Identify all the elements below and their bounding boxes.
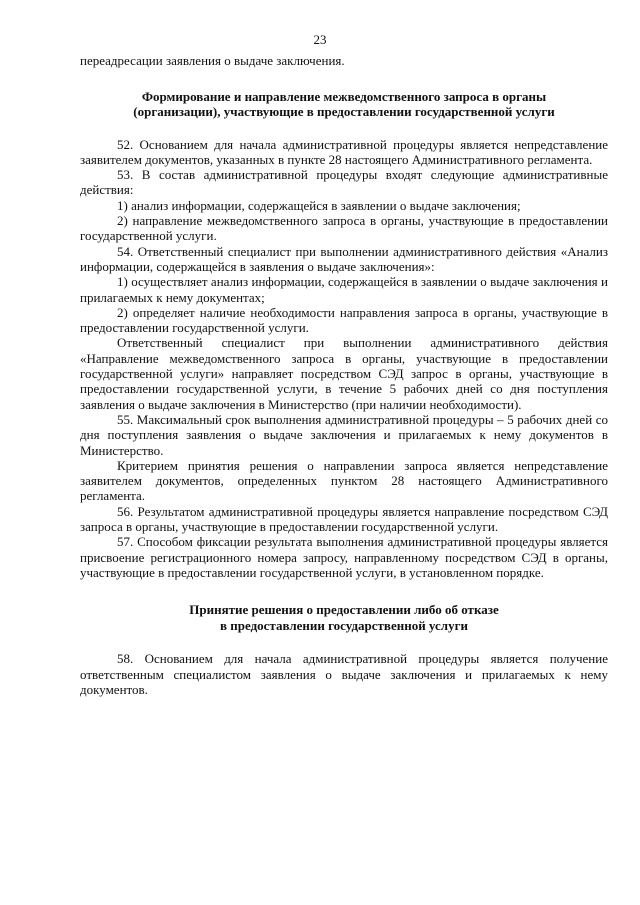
list-item-53-2: 2) направление межведомственного запроса в органы, участвующие в предоставлении государственной услуги.	[80, 213, 608, 244]
intro-line: переадресации заявления о выдаче заключения.	[80, 53, 345, 69]
heading-line: в предоставлении государственной услуги	[219, 617, 468, 633]
paragraph-54-continued: Ответственный специалист при выполнении административного действия «Направление межведомственного запроса в органы, участвующие в предоставлении государственной услуги» направляет посредством СЭД запрос в органы, участвующие в предоставлении государственной услуги, в течение 5 рабочих дней со дня поступления заявления о выдаче заключения в Министерство (при наличии необходимости).	[80, 335, 608, 412]
paragraph-58: 58. Основанием для начала административной процедуры является получение ответственным специалистом заявления о выдаче заключения и прилагаемых к нему документов.	[80, 651, 608, 697]
paragraph-55: 55. Максимальный срок выполнения административной процедуры – 5 рабочих дней со дня поступления заявления о выдаче заключения и прилагаемых к нему документов в Министерство.	[80, 411, 608, 458]
page-number: 23	[313, 32, 327, 47]
heading-line: Принятие решения о предоставлении либо об отказе	[189, 602, 499, 618]
section-heading-decision	[80, 602, 608, 633]
paragraph-criterion: Критерием принятия решения о направлении запроса является непредставление заявителем документов, определенных пунктом 28 настоящего Административного регламента.	[80, 457, 608, 504]
section-heading-interagency-request	[80, 89, 608, 120]
paragraph-53: 53. В состав административной процедуры входят следующие административные действия:	[80, 167, 608, 198]
list-item-53-1: 1) анализ информации, содержащейся в заявлении о выдаче заключения;	[117, 197, 521, 213]
paragraph-57: 57. Способом фиксации результата выполнения административной процедуры является присвоение регистрационного номера запросу, направленному посредством СЭД в органы, участвующие в предоставлении государственной услуги, в установленном порядке.	[80, 534, 608, 580]
paragraph-56: 56. Результатом административной процедуры является направление посредством СЭД запроса в органы, участвующие в предоставлении государственной услуги.	[80, 503, 608, 535]
heading-line: (организации), участвующие в предоставлении государственной услуги	[133, 104, 555, 120]
list-item-54-1: 1) осуществляет анализ информации, содержащейся в заявлении о выдаче заключения и прилагаемых к нему документах;	[80, 274, 608, 305]
list-item-54-2: 2) определяет наличие необходимости направления запроса в органы, участвующие в предоставлении государственной услуги.	[80, 304, 608, 336]
heading-line: Формирование и направление межведомственного запроса в органы	[141, 88, 547, 104]
paragraph-54: 54. Ответственный специалист при выполнении административного действия «Анализ информации, содержащейся в заявления о выдаче заключения»:	[80, 243, 608, 274]
paragraph-52: 52. Основанием для начала административной процедуры является непредставление заявителем документов, указанных в пункте 28 настоящего Административного регламента.	[80, 136, 608, 167]
